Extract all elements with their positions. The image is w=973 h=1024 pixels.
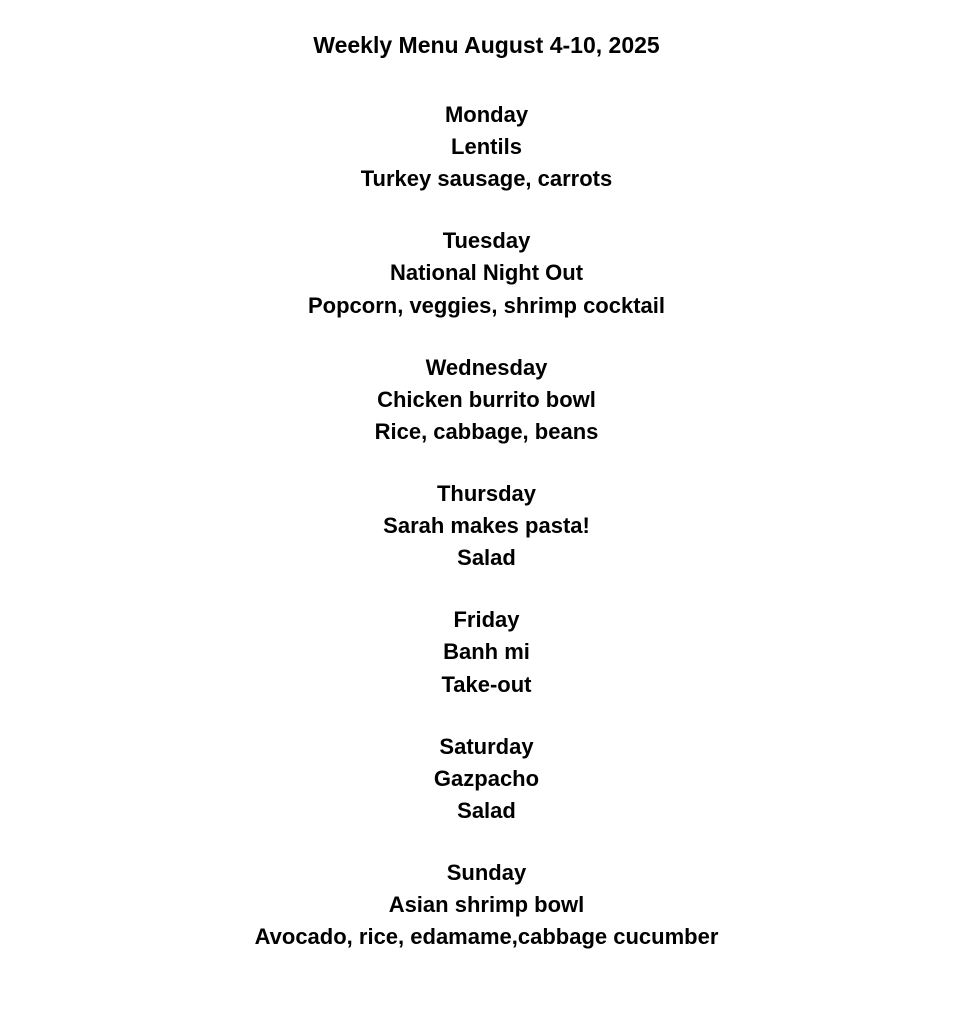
day-entry-wednesday	[375, 352, 599, 448]
day-menu-line: Asian shrimp bowl	[388, 892, 585, 918]
day-entry-monday	[361, 99, 613, 195]
day-menu-line: Chicken burrito bowl	[377, 386, 596, 412]
day-menu-line: Avocado, rice, edamame,cabbage cucumber	[254, 924, 719, 950]
day-name: Wednesday	[425, 354, 548, 380]
day-name: Friday	[453, 607, 520, 633]
day-name: Monday	[444, 102, 529, 128]
page-title: Weekly Menu August 4-10, 2025	[313, 32, 660, 58]
day-entry-friday	[441, 604, 531, 700]
day-name: Sunday	[446, 860, 527, 886]
day-menu-line: Rice, cabbage, beans	[374, 418, 599, 444]
day-menu-line: Popcorn, veggies, shrimp cocktail	[308, 292, 665, 318]
day-entry-saturday	[434, 731, 539, 827]
day-menu-line: Banh mi	[443, 639, 530, 665]
day-menu-line: National Night Out	[389, 260, 584, 286]
day-name: Saturday	[439, 733, 534, 759]
day-entry-tuesday	[308, 225, 665, 321]
day-name: Tuesday	[442, 228, 531, 254]
day-menu-line: Lentils	[451, 134, 522, 160]
day-menu-line: Salad	[457, 545, 516, 571]
day-name: Thursday	[436, 481, 536, 507]
day-menu-line: Turkey sausage, carrots	[360, 166, 613, 192]
day-menu-line: Salad	[457, 797, 516, 823]
day-entry-thursday	[383, 478, 590, 574]
day-entry-sunday	[255, 857, 719, 953]
day-menu-line: Take-out	[441, 671, 532, 697]
day-menu-line: Gazpacho	[433, 765, 540, 791]
day-menu-line: Sarah makes pasta!	[383, 513, 590, 539]
